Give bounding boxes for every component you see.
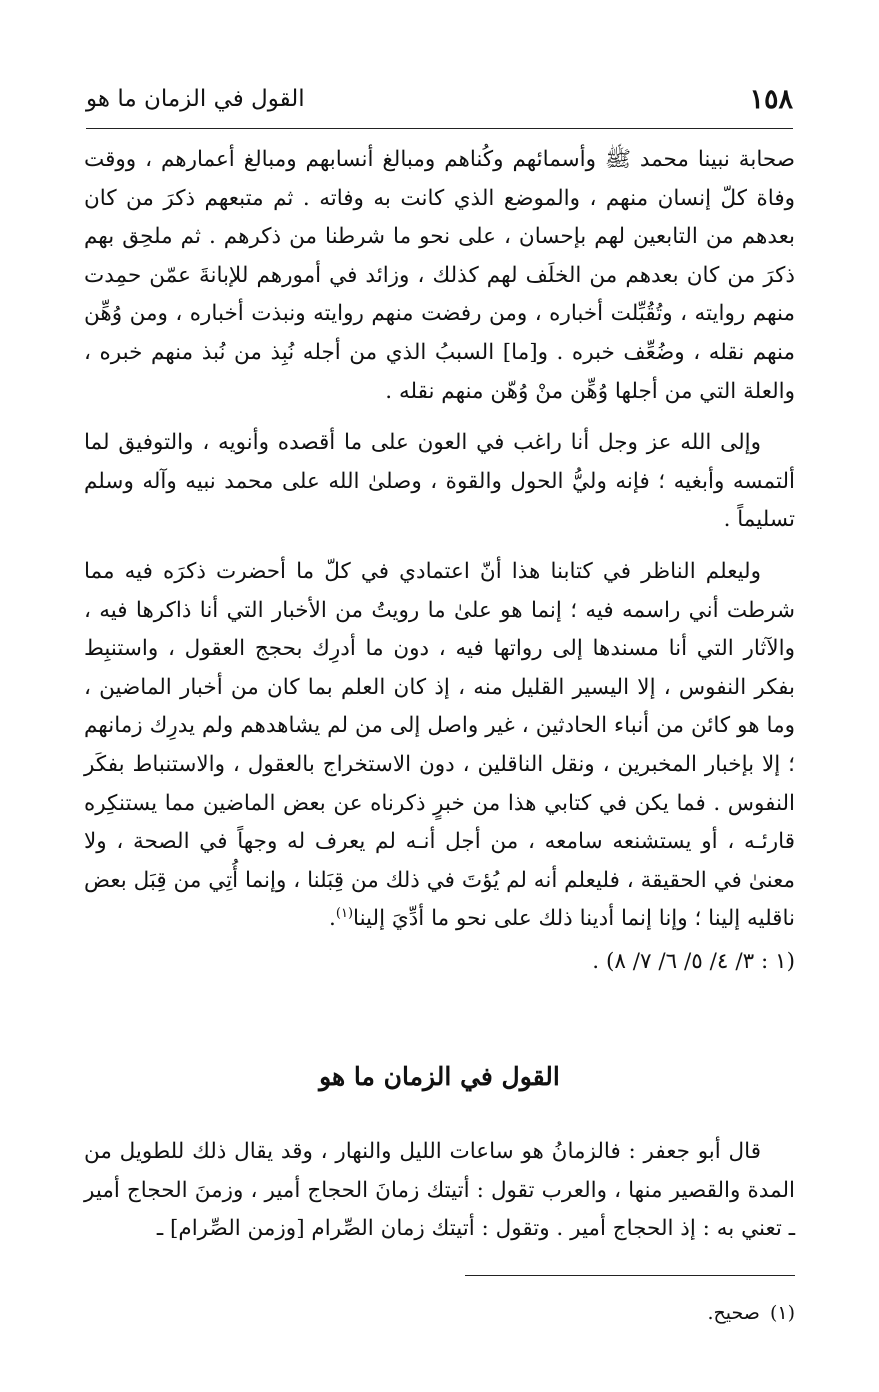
header-rule: [86, 128, 793, 129]
running-header: [86, 82, 793, 122]
footnote-rule: [465, 1275, 795, 1276]
page-number: ١٥٨: [749, 84, 793, 115]
footnote-marker[interactable]: (١): [335, 906, 354, 922]
footnote-text: صحيح.: [707, 1302, 760, 1324]
section-heading: القول في الزمان ما هو: [319, 1062, 560, 1091]
section-paragraph: قال أبو جعفر : فالزمانُ هو ساعات الليل والنهار ، وقد يقال ذلك للطويل من المدة والقصير منها ، والعرب تقول : أتيتك زمانَ الحجاج أمير ، وزمنَ الحجاج أمير ـ تعني به : إذ الحجاج أمير . وتقول : أتيتك زمان الصِّرام [وزمن الصِّرام] ـ: [84, 1139, 795, 1242]
paragraph-3: وليعلم الناظر في كتابنا هذا أنّ اعتمادي في كلّ ما أحضرت ذكرَه فيه مما شرطت أني راسمه فيه ؛ إنما هو علىٰ ما رويتُ من الأخبار التي أنا ذاكرها فيه ، والآثار التي أنا مسندها إلى رواتها فيه ، دون ما أدرِك بحجج العقول ، واستنبِط بفكر النفوس ، إلا اليسير القليل منه ، إذ كان العلم بما كان من أخبار الماضين ، وما هو كائن من أنباء الحادثين ، غير واصل إلى من لم يشاهدهم ولم يدرِك زمانهم ؛ إلا بإخبار المخبرين ، ونقل الناقلين ، دون الاستخراج بالعقول ، والاستنباط بفكَر النفوس . فما يكن في كتابي هذا من خبرٍ ذكرناه عن بعض الماضين مما يستنكِره قارئـه ، أو يستشنعه سامعه ، من أجل أنـه لم يعرف له وجهاً في الصحة ، ولا معنىٰ في الحقيقة ، فليعلم أنه لم يُؤتَ في ذلك من قِبَلنا ، وإنما أُتِي من قِبَل بعض ناقليه إلينا ؛ وإنا إنما أدينا ذلك على نحو ما أدِّيَ إلينا$^{(١)}$.: [84, 558, 795, 932]
footnote-number: (١): [769, 1302, 795, 1324]
paragraph-1: صحابة نبينا محمد ﷺ وأسمائهم وكُناهم ومبالغ أنسابهم ومبالغ أعمارهم ، ووقت وفاة كلّ إنسان منهم ، والموضع الذي كانت به وفاته . ثم متبعهم ذكرَ من كان بعدهم من التابعين لهم بإحسان ، على نحو ما شرطنا من ذكرهم . ثم ملحِق بهم ذكرَ من كان بعدهم من الخلَف لهم كذلك ، وزائد في أمورهم للإبانةَ عمّن حمِدت منهم روايته ، وتُقُبِّلت أخباره ، ومن رفضت منهم روايته ونبذت أخباره ، ومن وُهِّن منهم نقله ، وضُعِّف خبره . و[ما] السببُ الذي من أجله نُبِذ من نُبذ منهم خبره ، والعلة التي من أجلها وُهِّن منْ وُهّن منهم نقله .: [84, 147, 795, 404]
section-text: [84, 1133, 795, 1249]
running-title: القول في الزمان ما هو: [86, 86, 305, 112]
paragraph-3-text: وليعلم الناظر في كتابنا هذا أنّ اعتمادي في كلّ ما أحضرت ذكرَه فيه مما شرطت أني راسمه فيه ؛ إنما هو علىٰ ما رويتُ من الأخبار التي أنا ذاكرها فيه ، والآثار التي أنا مسندها إلى رواتها فيه ، دون ما أدرِك بحجج العقول ، واستنبِط بفكر النفوس ، إلا اليسير القليل منه ، إذ كان العلم بما كان من أخبار الماضين ، وما هو كائن من أنباء الحادثين ، غير واصل إلى من لم يشاهدهم ولم يدرِك زمانهم ؛ إلا بإخبار المخبرين ، ونقل الناقلين ، دون الاستخراج بالعقول ، والاستنباط بفكَر النفوس . فما يكن في كتابي هذا من خبرٍ ذكرناه عن بعض الماضين مما يستنكِره قارئـه ، أو يستشنعه سامعه ، من أجل أنـه لم يعرف له وجهاً في الصحة ، ولا معنىٰ في الحقيقة ، فليعلم أنه لم يُؤتَ في ذلك من قِبَلنا ، وإنما أُتِي من قِبَل بعض ناقليه إلينا ؛ وإنا إنما أدينا ذلك على نحو ما أدِّيَ إلينا: [84, 558, 795, 932]
reference-list: (١ : ٣/ ٤/ ٥/ ٦/ ٧/ ٨) .: [592, 948, 795, 974]
main-text: [84, 141, 795, 981]
paragraph-2: وإلى الله عز وجل أنا راغب في العون على ما أقصده وأنويه ، والتوفيق لما ألتمسه وأبغيه ؛ فإنه وليُّ الحول والقوة ، وصلىٰ الله على محمد نبيه وآله وسلم تسليماً .: [84, 430, 795, 533]
footnote: [84, 1302, 795, 1324]
